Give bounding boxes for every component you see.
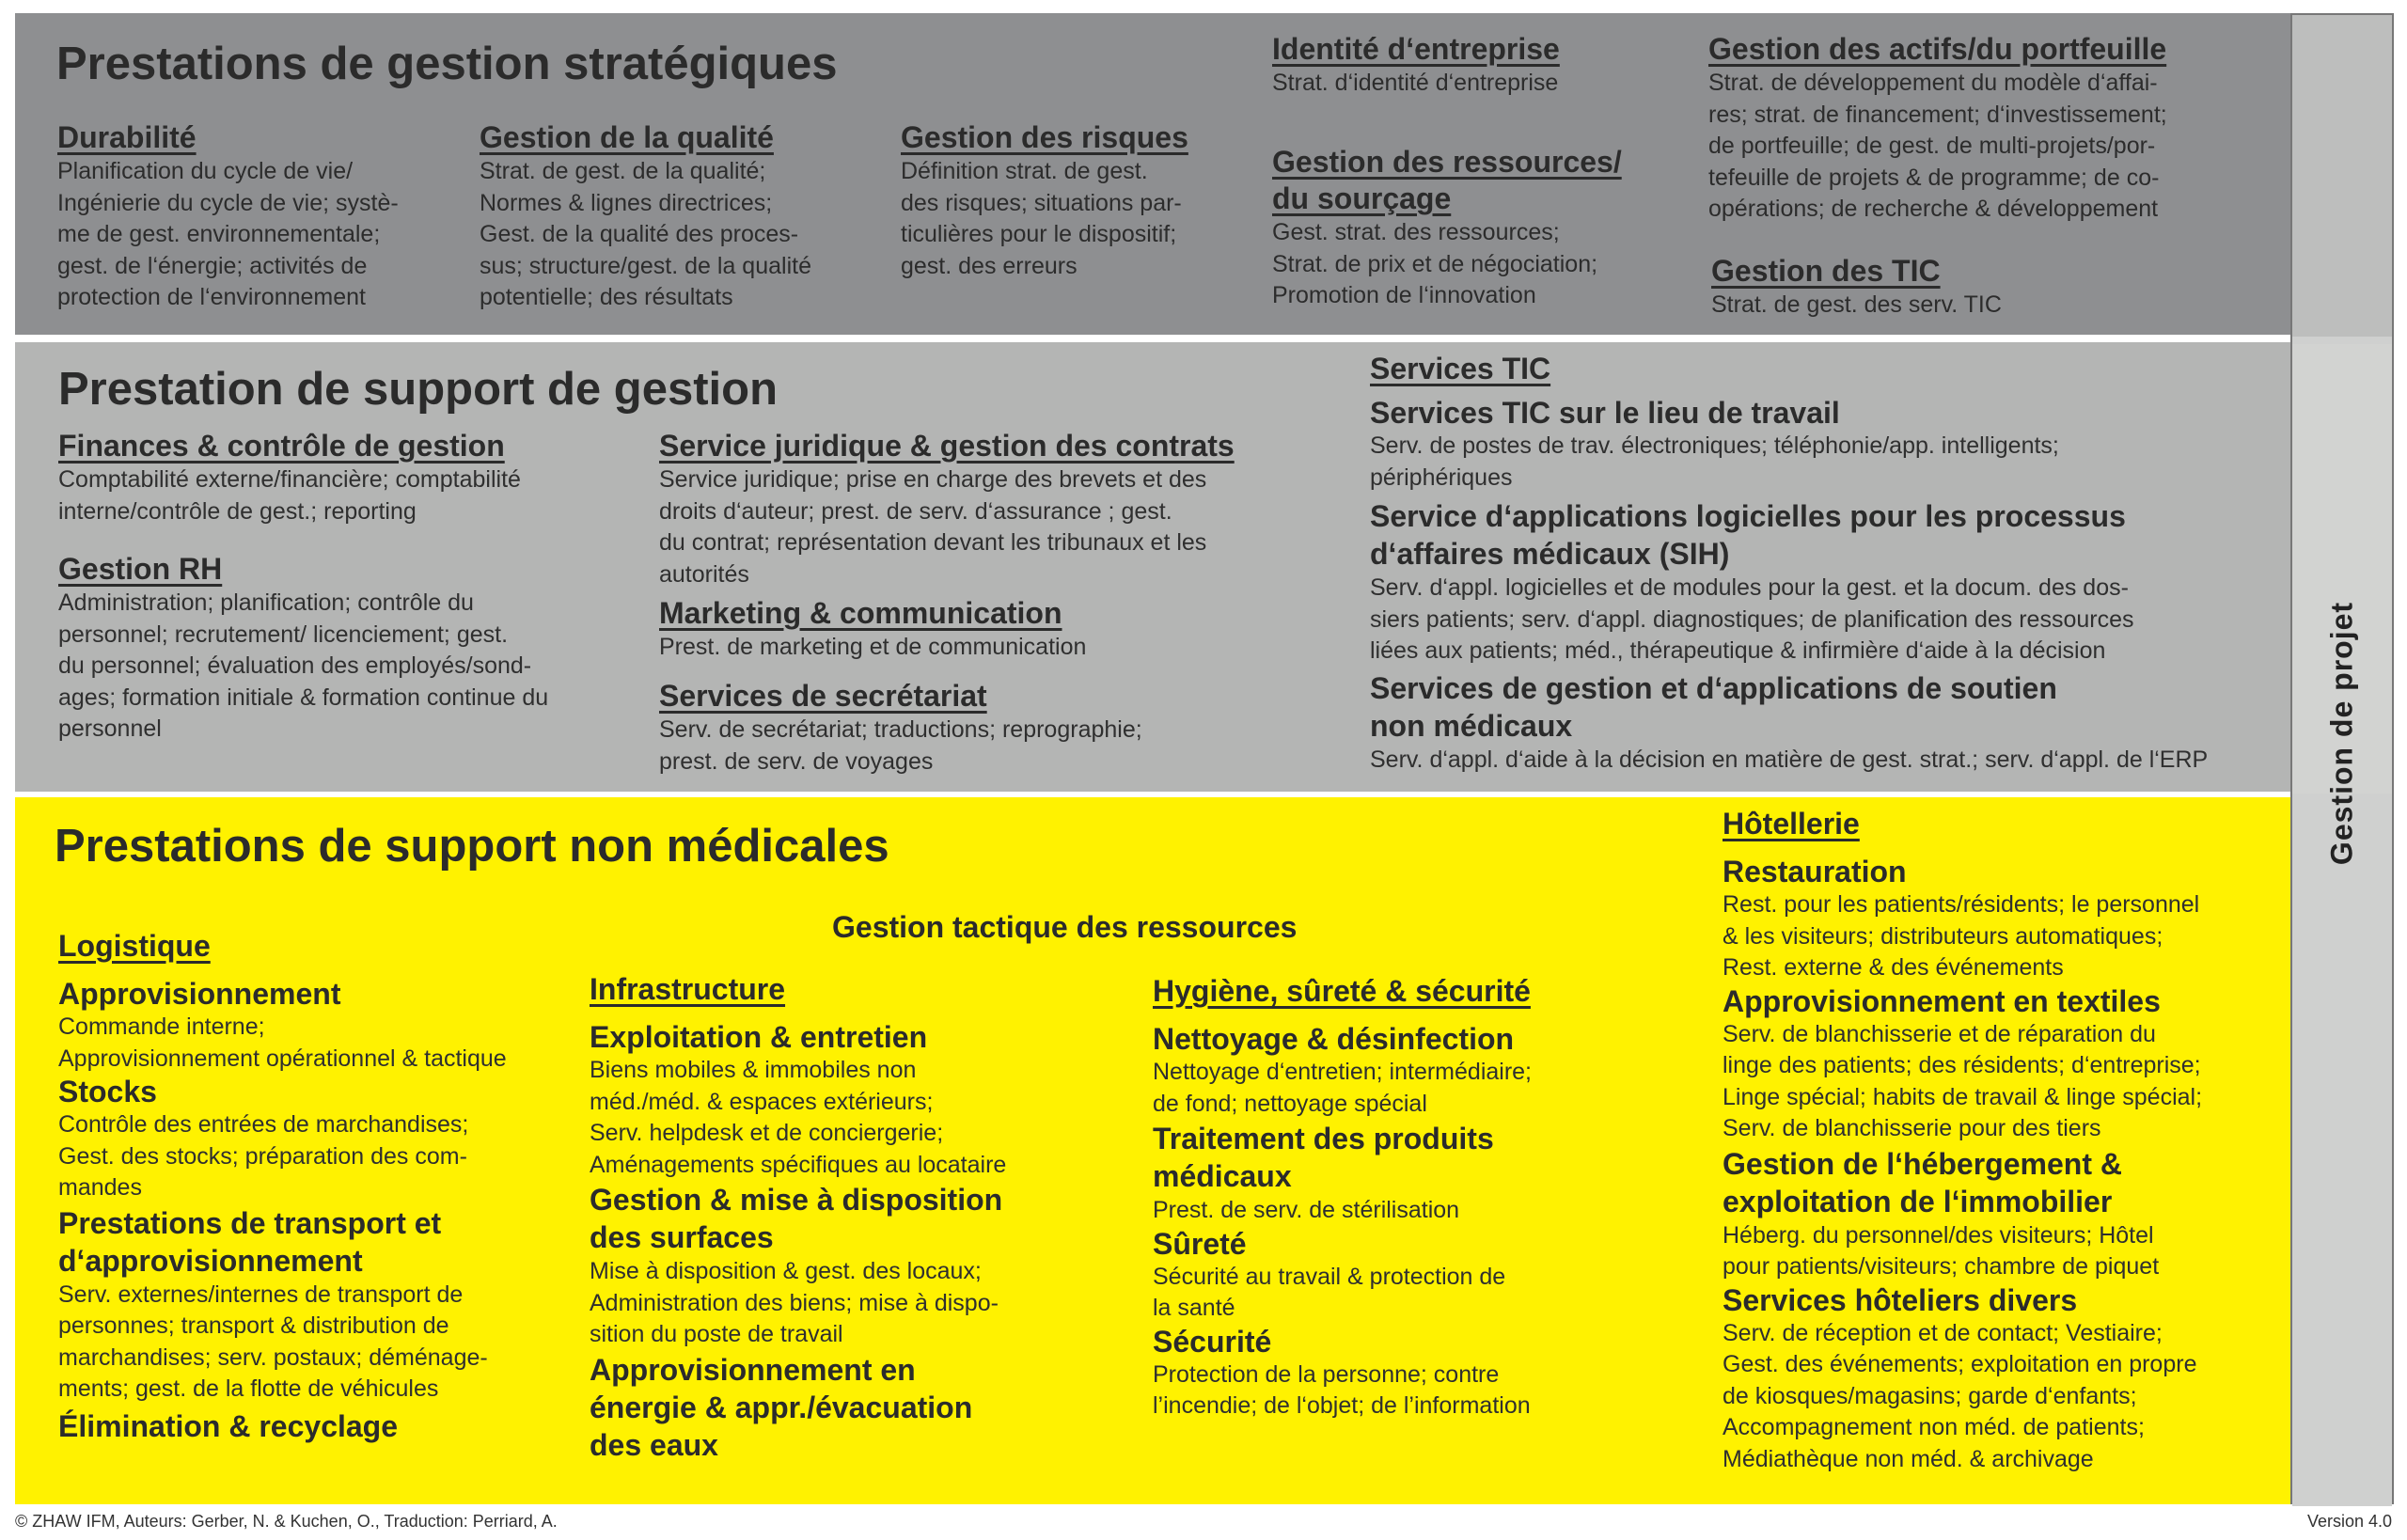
juridique-heading: Service juridique & gestion des contrats — [659, 429, 1235, 463]
ressources-heading-2: du sourçage — [1272, 181, 1452, 215]
finances-section — [58, 429, 622, 527]
text-line: des risques; situations par- — [901, 189, 1182, 216]
text-line: Serv. d‘appl. logicielles et de modules pour la gest. et la docum. des dos- — [1370, 574, 2129, 601]
text-line: droits d‘auteur; prest. de serv. d‘assurance ; gest. — [659, 497, 1172, 525]
tic-applications-heading — [1370, 497, 2273, 573]
text-line: Sécurité au travail & protection de — [1153, 1263, 1506, 1290]
text-line: Protection de la personne; contre — [1153, 1360, 1500, 1388]
marketing-heading: Marketing & communication — [659, 596, 1062, 630]
text-line: Normes & lignes directrices; — [480, 189, 773, 216]
produits-text — [1153, 1195, 1642, 1227]
text-line: personnes; transport & distribution de — [58, 1312, 449, 1339]
text-line: tefeuille de projets & de programme; de co- — [1708, 164, 2160, 191]
rh-section — [58, 552, 622, 746]
hygiene-heading: Hygiène, sûreté & sécurité — [1153, 974, 1531, 1008]
text-line: linge des patients; des résidents; d‘entreprise; — [1723, 1052, 2201, 1078]
text-line: Serv. externes/internes de transport de — [58, 1281, 464, 1308]
tic-soutien-text — [1370, 745, 2273, 777]
text-line: Aménagements spécifiques au locataire — [590, 1151, 1007, 1178]
gestion-tic-heading: Gestion des TIC — [1711, 254, 1941, 288]
heading-line: énergie & appr./évacuation — [590, 1390, 973, 1424]
logistique-heading: Logistique — [58, 929, 211, 963]
text-line: pour patients/visiteurs; chambre de piquet — [1723, 1253, 2160, 1280]
text-line: personnel; recrutement/ licenciement; gest. — [58, 621, 509, 648]
surfaces-heading — [590, 1181, 1078, 1256]
text-line: ages; formation initiale & formation continue du — [58, 684, 549, 711]
text-line: gest. de l‘énergie; activités de — [57, 252, 368, 279]
textiles-heading: Approvisionnement en textiles — [1723, 983, 2161, 1018]
heading-line: Service d‘applications logicielles pour les processus — [1370, 499, 2126, 533]
text-line: du contrat; représentation devant les tribunaux et les — [659, 529, 1207, 556]
text-line: Mise à disposition & gest. des locaux; — [590, 1258, 982, 1284]
exploitation-text — [590, 1055, 1078, 1181]
heading-line: des surfaces — [590, 1220, 774, 1254]
text-line: autorités — [659, 560, 749, 588]
juridique-section — [659, 429, 1317, 590]
text-line: protection de l‘environnement — [57, 284, 366, 310]
text-line: Nettoyage d‘entretien; intermédiaire; — [1153, 1059, 1533, 1085]
approvisionnement-text — [58, 1012, 585, 1075]
identite-heading: Identité d‘entreprise — [1272, 32, 1560, 66]
risques-text — [901, 156, 1258, 282]
heading-line: d‘approvisionnement — [58, 1243, 363, 1278]
energie-heading — [590, 1351, 1078, 1464]
produits-heading — [1153, 1120, 1642, 1195]
text-line: Strat. de développement du modèle d‘affai- — [1708, 70, 2158, 96]
hebergement-heading — [1723, 1145, 2277, 1220]
strategic-title: Prestations de gestion stratégiques — [56, 39, 838, 89]
heading-line: Gestion & mise à disposition — [590, 1183, 1003, 1217]
services-tic-section — [1370, 352, 2273, 776]
text-line: de kiosques/magasins; garde d‘enfants; — [1723, 1382, 2137, 1409]
text-line: marchandises; serv. postaux; déménage- — [58, 1344, 488, 1371]
hotellerie-section — [1723, 807, 2277, 1475]
heading-line: d‘affaires médicaux (SIH) — [1370, 537, 1730, 571]
text-line: de fond; nettoyage spécial — [1153, 1090, 1427, 1117]
restauration-heading: Restauration — [1723, 855, 1907, 888]
identite-text — [1272, 68, 1667, 100]
surete-text — [1153, 1262, 1642, 1325]
text-line: Définition strat. de gest. — [901, 158, 1148, 184]
heading-line: des eaux — [590, 1427, 718, 1462]
heading-line: non médicaux — [1370, 708, 1573, 743]
text-line: Serv. helpdesk et de conciergerie; — [590, 1120, 944, 1146]
heading-line: Gestion de l‘hébergement & — [1723, 1146, 2122, 1181]
elimination-heading: Élimination & recyclage — [58, 1408, 399, 1443]
text-line: Serv. de réception et de contact; Vestiaire; — [1723, 1319, 2163, 1346]
text-line: Prest. de serv. de stérilisation — [1153, 1197, 1460, 1223]
transport-text — [58, 1280, 585, 1406]
gestion-tic-text — [1711, 290, 2238, 322]
text-line: Gest. des événements; exploitation en propre — [1723, 1351, 2197, 1377]
text-line: Promotion de l‘innovation — [1272, 282, 1536, 308]
text-line: Accompagnement non méd. de patients; — [1723, 1414, 2145, 1440]
heading-line: Services de gestion et d‘applications de soutien — [1370, 670, 2057, 705]
text-line: Comptabilité externe/financière; comptabilité — [58, 466, 521, 493]
marketing-text — [659, 632, 1317, 664]
text-line: Strat. de gest. de la qualité; — [480, 158, 766, 184]
juridique-text — [659, 464, 1317, 590]
securite-text — [1153, 1359, 1642, 1422]
heading-line: Approvisionnement en — [590, 1352, 916, 1387]
divers-heading: Services hôteliers divers — [1723, 1282, 2078, 1317]
durabilite-text — [57, 156, 452, 314]
text-line: Administration; planification; contrôle du — [58, 589, 474, 616]
ressources-section — [1272, 145, 1686, 312]
actifs-text — [1708, 68, 2273, 226]
text-line: Planification du cycle de vie/ — [57, 158, 354, 184]
text-line: Approvisionnement opérationnel & tactique — [58, 1045, 507, 1072]
text-line: Contrôle des entrées de marchandises; — [58, 1111, 469, 1138]
surete-heading: Sûreté — [1153, 1226, 1247, 1261]
text-line: & les visiteurs; distributeurs automatiques; — [1723, 922, 2163, 950]
nonmedical-title: Prestations de support non médicales — [55, 821, 889, 872]
heading-line: Prestations de transport et — [58, 1205, 442, 1240]
text-line: l’incendie; de l‘objet; de l’information — [1153, 1392, 1531, 1419]
text-line: siers patients; serv. d‘appl. diagnostiques; de planification des ressources — [1370, 605, 2134, 633]
sidebar-label: Gestion de projet — [2324, 601, 2359, 866]
text-line: Héberg. du personnel/des visiteurs; Hôtel — [1723, 1221, 2154, 1249]
rh-text — [58, 588, 622, 746]
services-tic-heading: Services TIC — [1370, 352, 1551, 385]
surfaces-text — [590, 1256, 1078, 1351]
text-line: Strat. de prix et de négociation; — [1272, 250, 1598, 277]
finances-text — [58, 464, 622, 527]
risques-heading: Gestion des risques — [901, 120, 1188, 154]
text-line: res; strat. de financement; d‘investissement; — [1708, 101, 2167, 128]
text-line: méd./méd. & espaces extérieurs; — [590, 1088, 934, 1115]
text-line: opérations; de recherche & développement — [1708, 196, 2159, 222]
transport-heading — [58, 1204, 585, 1280]
text-line: personnel — [58, 715, 162, 742]
tic-travail-text — [1370, 431, 2273, 494]
hebergement-text — [1723, 1220, 2277, 1283]
text-line: gest. des erreurs — [901, 252, 1078, 279]
gestion-tic-section — [1711, 254, 2238, 322]
text-line: Serv. de postes de trav. électroniques; téléphonie/app. intelligents; — [1370, 432, 2059, 459]
text-line: Rest. externe & des événements — [1723, 954, 2064, 981]
text-line: Serv. de blanchisserie et de réparation du — [1723, 1020, 2156, 1047]
ressources-text — [1272, 217, 1686, 312]
identite-section — [1272, 32, 1667, 100]
qualite-heading: Gestion de la qualité — [480, 120, 774, 154]
text-line: Service juridique; prise en charge des brevets et des — [659, 466, 1207, 493]
infrastructure-section — [590, 972, 1078, 1464]
approvisionnement-heading: Approvisionnement — [58, 977, 341, 1011]
text-line: ticulières pour le dispositif; — [901, 221, 1177, 247]
qualite-section — [480, 120, 893, 314]
textiles-text — [1723, 1019, 2277, 1145]
qualite-text — [480, 156, 893, 314]
heading-line: Traitement des produits — [1153, 1122, 1494, 1155]
text-line: Rest. pour les patients/résidents; le personnel — [1723, 891, 2200, 918]
text-line: ments; gest. de la flotte de véhicules — [58, 1375, 439, 1402]
tic-soutien-heading — [1370, 669, 2273, 745]
hygiene-section — [1153, 974, 1642, 1422]
sidebar-top-segment — [2292, 15, 2392, 337]
footer-credits: © ZHAW IFM, Auteurs: Gerber, N. & Kuchen, O., Traduction: Perriard, A. — [15, 1512, 558, 1531]
text-line: liées aux patients; méd., thérapeutique & infirmière d‘aide à la décision — [1370, 637, 2106, 664]
text-line: Gest. de la qualité des proces- — [480, 221, 799, 247]
text-line: Strat. d‘identité d‘entreprise — [1272, 70, 1559, 96]
text-line: Prest. de marketing et de communication — [659, 634, 1087, 660]
heading-line: médicaux — [1153, 1159, 1292, 1193]
finances-heading: Finances & contrôle de gestion — [58, 429, 505, 463]
actifs-section — [1708, 32, 2273, 226]
securite-heading: Sécurité — [1153, 1324, 1272, 1359]
text-line: de portfeuille; de gest. de multi-projets/por- — [1708, 133, 2156, 159]
text-line: Strat. de gest. des serv. TIC — [1711, 291, 2002, 318]
stocks-text — [58, 1109, 585, 1204]
text-line: Gest. strat. des ressources; — [1272, 219, 1560, 245]
nettoyage-text — [1153, 1057, 1642, 1120]
text-line: du personnel; évaluation des employés/sond- — [58, 652, 532, 679]
ressources-heading-1: Gestion des ressources/ — [1272, 145, 1622, 179]
logistique-section — [58, 929, 585, 1444]
durabilite-section — [57, 120, 452, 314]
text-line: Linge spécial; habits de travail & linge spécial; — [1723, 1083, 2203, 1110]
tic-travail-heading: Services TIC sur le lieu de travail — [1370, 396, 1840, 430]
text-line: me de gest. environnementale; — [57, 221, 381, 247]
support-title: Prestation de support de gestion — [58, 364, 779, 415]
stocks-heading: Stocks — [58, 1075, 157, 1108]
text-line: sition du poste de travail — [590, 1321, 843, 1347]
actifs-heading: Gestion des actifs/du portfeuille — [1708, 32, 2167, 66]
nettoyage-heading: Nettoyage & désinfection — [1153, 1022, 1515, 1056]
restauration-text — [1723, 889, 2277, 984]
hotellerie-heading: Hôtellerie — [1723, 807, 1860, 841]
heading-line: exploitation de l‘immobilier — [1723, 1184, 2113, 1218]
secretariat-section — [659, 679, 1317, 778]
infrastructure-heading: Infrastructure — [590, 972, 786, 1006]
text-line: Gest. des stocks; préparation des com- — [58, 1142, 467, 1170]
text-line: mandes — [58, 1174, 142, 1201]
text-line: Serv. d‘appl. d‘aide à la décision en matière de gest. strat.; serv. d‘appl. de l‘ERP — [1370, 746, 2209, 773]
text-line: Commande interne; — [58, 1014, 265, 1040]
text-line: Médiathèque non méd. & archivage — [1723, 1445, 2094, 1472]
rh-heading: Gestion RH — [58, 552, 223, 586]
tic-applications-text — [1370, 573, 2273, 668]
text-line: périphériques — [1370, 464, 1513, 491]
text-line: Serv. de secrétariat; traductions; reprographie; — [659, 716, 1142, 743]
text-line: Serv. de blanchisserie pour des tiers — [1723, 1115, 2101, 1141]
exploitation-heading: Exploitation & entretien — [590, 1020, 928, 1054]
text-line: la santé — [1153, 1295, 1235, 1321]
text-line: prest. de serv. de voyages — [659, 747, 934, 775]
footer-version: Version 4.0 — [2306, 1512, 2392, 1531]
tactical-resources-title: Gestion tactique des ressources — [832, 910, 1298, 944]
secretariat-text — [659, 715, 1317, 778]
text-line: Ingénierie du cycle de vie; systè- — [57, 189, 399, 216]
text-line: sus; structure/gest. de la qualité — [480, 252, 811, 279]
divers-text — [1723, 1318, 2277, 1476]
text-line: Biens mobiles & immobiles non — [590, 1057, 917, 1083]
durabilite-heading: Durabilité — [57, 120, 197, 154]
sidebar-bottom-segment — [2292, 799, 2392, 1506]
text-line: Administration des biens; mise à dispo- — [590, 1289, 999, 1316]
risques-section — [901, 120, 1258, 282]
text-line: potentielle; des résultats — [480, 284, 733, 310]
marketing-section — [659, 596, 1317, 664]
text-line: interne/contrôle de gest.; reporting — [58, 497, 417, 525]
secretariat-heading: Services de secrétariat — [659, 679, 987, 713]
